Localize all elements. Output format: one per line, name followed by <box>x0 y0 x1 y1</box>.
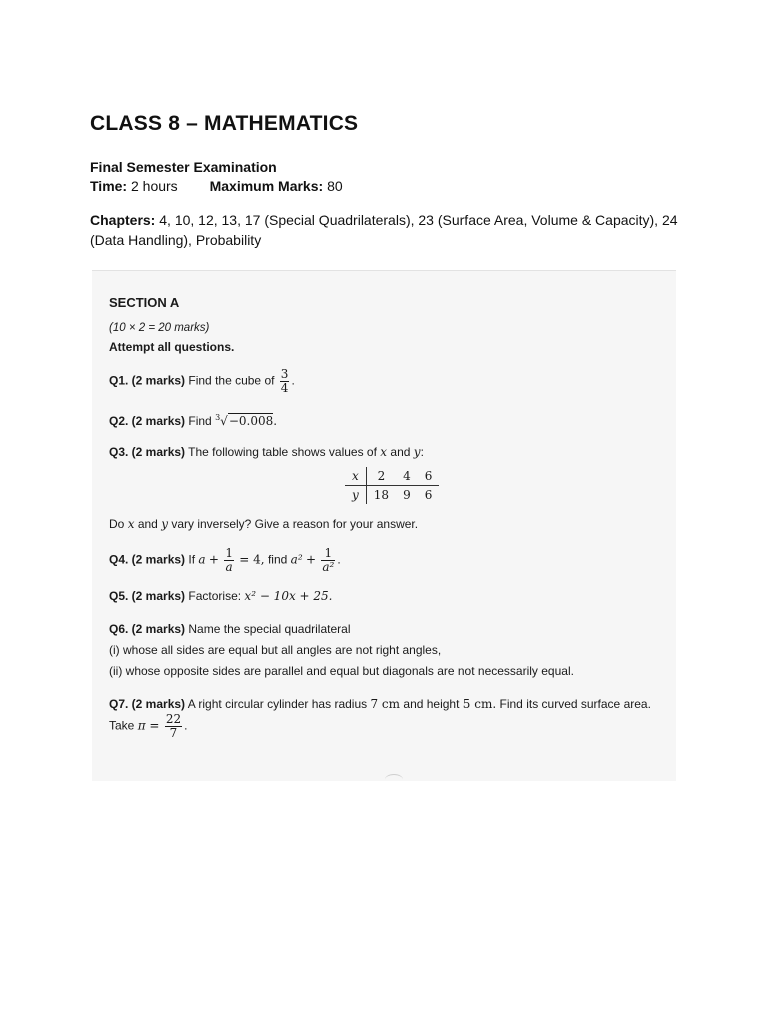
table-row: y 18 9 6 <box>345 486 439 505</box>
exam-header <box>90 112 690 250</box>
q6-part-ii: (ii) whose opposite sides are parallel and equal but diagonals are not necessarily equal. <box>109 664 574 678</box>
chapters-value: 4, 10, 12, 13, 17 (Special Quadrilaterals), 23 (Surface Area, Volume & Capacity), 24 (Data Handling), Probability <box>90 212 678 248</box>
section-instruction: Attempt all questions. <box>109 340 235 354</box>
question-3: Q3. (2 marks) The following table shows values of x and y: <box>109 445 424 459</box>
fraction: $\frac{1}{\text{a²}}$ <box>322 546 335 574</box>
page-title: CLASS 8 – MATHEMATICS <box>90 112 359 135</box>
exam-name: Final Semester Examination <box>90 159 277 175</box>
question-7: Q7. (2 marks) A right circular cylinder has radius 7 cm and height 5 cm. Find its curved surface area. Take π = $\frac{22}{7}$ . <box>109 697 651 740</box>
time-label: Time: <box>90 178 128 194</box>
chapters-line <box>90 210 680 250</box>
question-6: Q6. (2 marks) Name the special quadrilateral (i) whose all sides are equal but all angles are not right angles, (ii) whose opposite sides are parallel and equal but diagonals are not necessarily equal. <box>109 622 574 678</box>
scroll-indicator <box>385 774 403 785</box>
chapters-label: Chapters: <box>90 212 156 228</box>
cube-root: $^3$√−0.008 <box>215 413 274 428</box>
table-row: x 2 4 6 <box>345 467 439 486</box>
marks-value: 80 <box>327 178 343 194</box>
section-marks-note: (10 × 2 = 20 marks) <box>109 322 210 334</box>
question-5: Q5. (2 marks) Factorise: x² − 10x + 25. <box>109 589 333 603</box>
question-3-follow: Do x and y vary inversely? Give a reason for your answer. <box>109 517 419 531</box>
fraction: $\frac{22}{7}$ <box>165 712 182 740</box>
marks-label: Maximum Marks: <box>209 178 324 194</box>
section-title: SECTION A <box>109 295 180 310</box>
q6-part-i: (i) whose all sides are equal but all angles are not right angles, <box>109 643 442 657</box>
question-1: Q1. (2 marks) Find the cube of $\frac{3}{4}$ . <box>109 367 295 395</box>
fraction: $\frac{1}{a}$ <box>225 546 233 574</box>
question-2: Q2. (2 marks) Find $^3$√−0.008. <box>109 413 278 428</box>
exam-meta <box>90 177 690 196</box>
time-value: 2 hours <box>130 178 178 194</box>
section-a-panel <box>92 270 676 781</box>
values-table <box>345 467 439 504</box>
question-4: Q4. (2 marks) If a + $\frac{1}{a}$ = 4, find a² + $\frac{1}{\text{a²}}$ . <box>109 546 341 574</box>
fraction: $\frac{3}{4}$ <box>280 367 289 395</box>
